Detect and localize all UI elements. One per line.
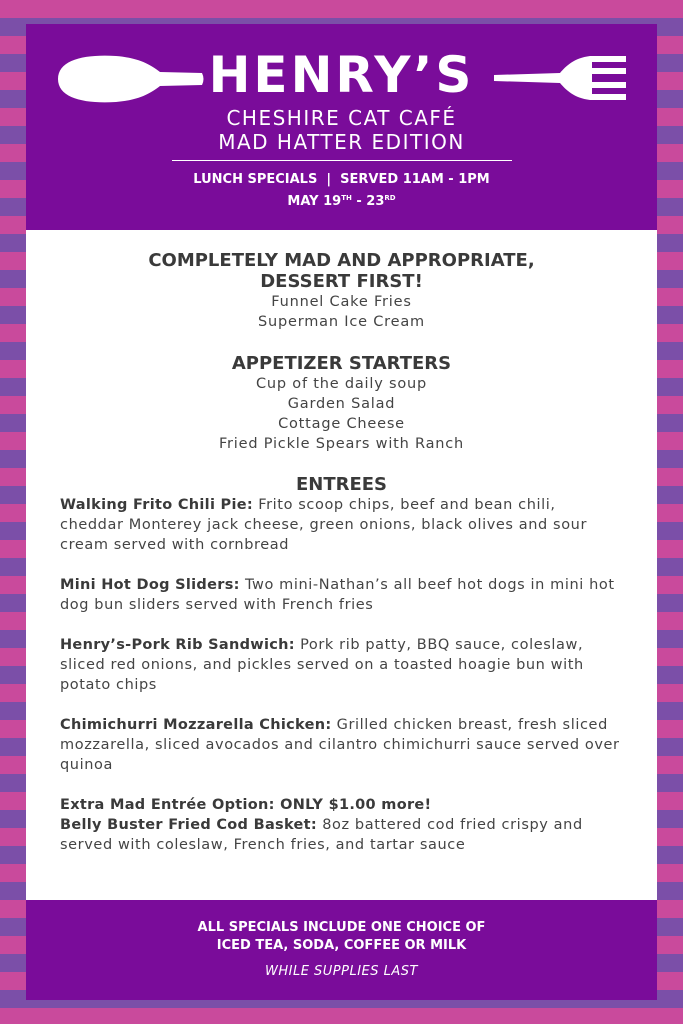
header-divider (172, 160, 512, 161)
header-banner (26, 24, 657, 230)
extra-option-label: Extra Mad Entrée Option: ONLY $1.00 more! (60, 797, 432, 813)
footer-line1: ALL SPECIALS INCLUDE ONE CHOICE OF (197, 920, 486, 935)
footer-banner (26, 900, 657, 1000)
cafe-name: CHESHIRE CAT CAFÉ (226, 106, 457, 130)
brand-title: HENRY’S (208, 46, 475, 104)
lunch-hours: LUNCH SPECIALS | SERVED 11AM - 1PM (193, 172, 490, 187)
menu-card (26, 24, 657, 1000)
list-item: Fried Pickle Spears with Ranch (218, 436, 465, 452)
list-item: Cottage Cheese (278, 416, 405, 432)
entree-item: Walking Frito Chili Pie: Frito scoop chips, beef and bean chili, cheddar Monterey jack cheese, green onions, black olives and sour cream served with cornbread (60, 497, 588, 553)
dessert-title-line1: COMPLETELY MAD AND APPROPRIATE, (148, 250, 535, 271)
entree-item: Chimichurri Mozzarella Chicken: Grilled chicken breast, fresh sliced mozzarella, sliced avocados and cilantro chimichurri sauce served over quinoa (60, 717, 620, 773)
entrees-title: ENTREES (295, 474, 388, 495)
date-range: MAY 19TH - 23RD (287, 194, 396, 209)
dessert-title-line2: DESSERT FIRST! (260, 271, 423, 292)
footer-line2: ICED TEA, SODA, COFFEE OR MILK (216, 938, 467, 953)
menu-body (26, 230, 657, 900)
appetizer-title: APPETIZER STARTERS (231, 353, 452, 374)
list-item: Superman Ice Cream (258, 314, 425, 330)
list-item: Funnel Cake Fries (271, 294, 412, 310)
entree-item: Henry’s-Pork Rib Sandwich: Pork rib patty, BBQ sauce, coleslaw, sliced red onions, and pickles served on a toasted hoagie bun with potato chips (60, 637, 584, 693)
list-item: Garden Salad (287, 396, 396, 412)
dessert-section (26, 250, 657, 332)
edition-name: MAD HATTER EDITION (218, 130, 465, 154)
appetizer-section (26, 353, 657, 454)
extra-entree: Extra Mad Entrée Option: ONLY $1.00 more! Belly Buster Fried Cod Basket: 8oz battered cod fried crispy and served with coleslaw, French fries, and tartar sauce (60, 797, 583, 853)
entree-item: Mini Hot Dog Sliders: Two mini-Nathan’s all beef hot dogs in mini hot dog bun sliders served with French fries (60, 577, 615, 613)
supplies-note: WHILE SUPPLIES LAST (264, 964, 418, 979)
list-item: Cup of the daily soup (255, 376, 428, 392)
entrees-section (26, 474, 657, 855)
